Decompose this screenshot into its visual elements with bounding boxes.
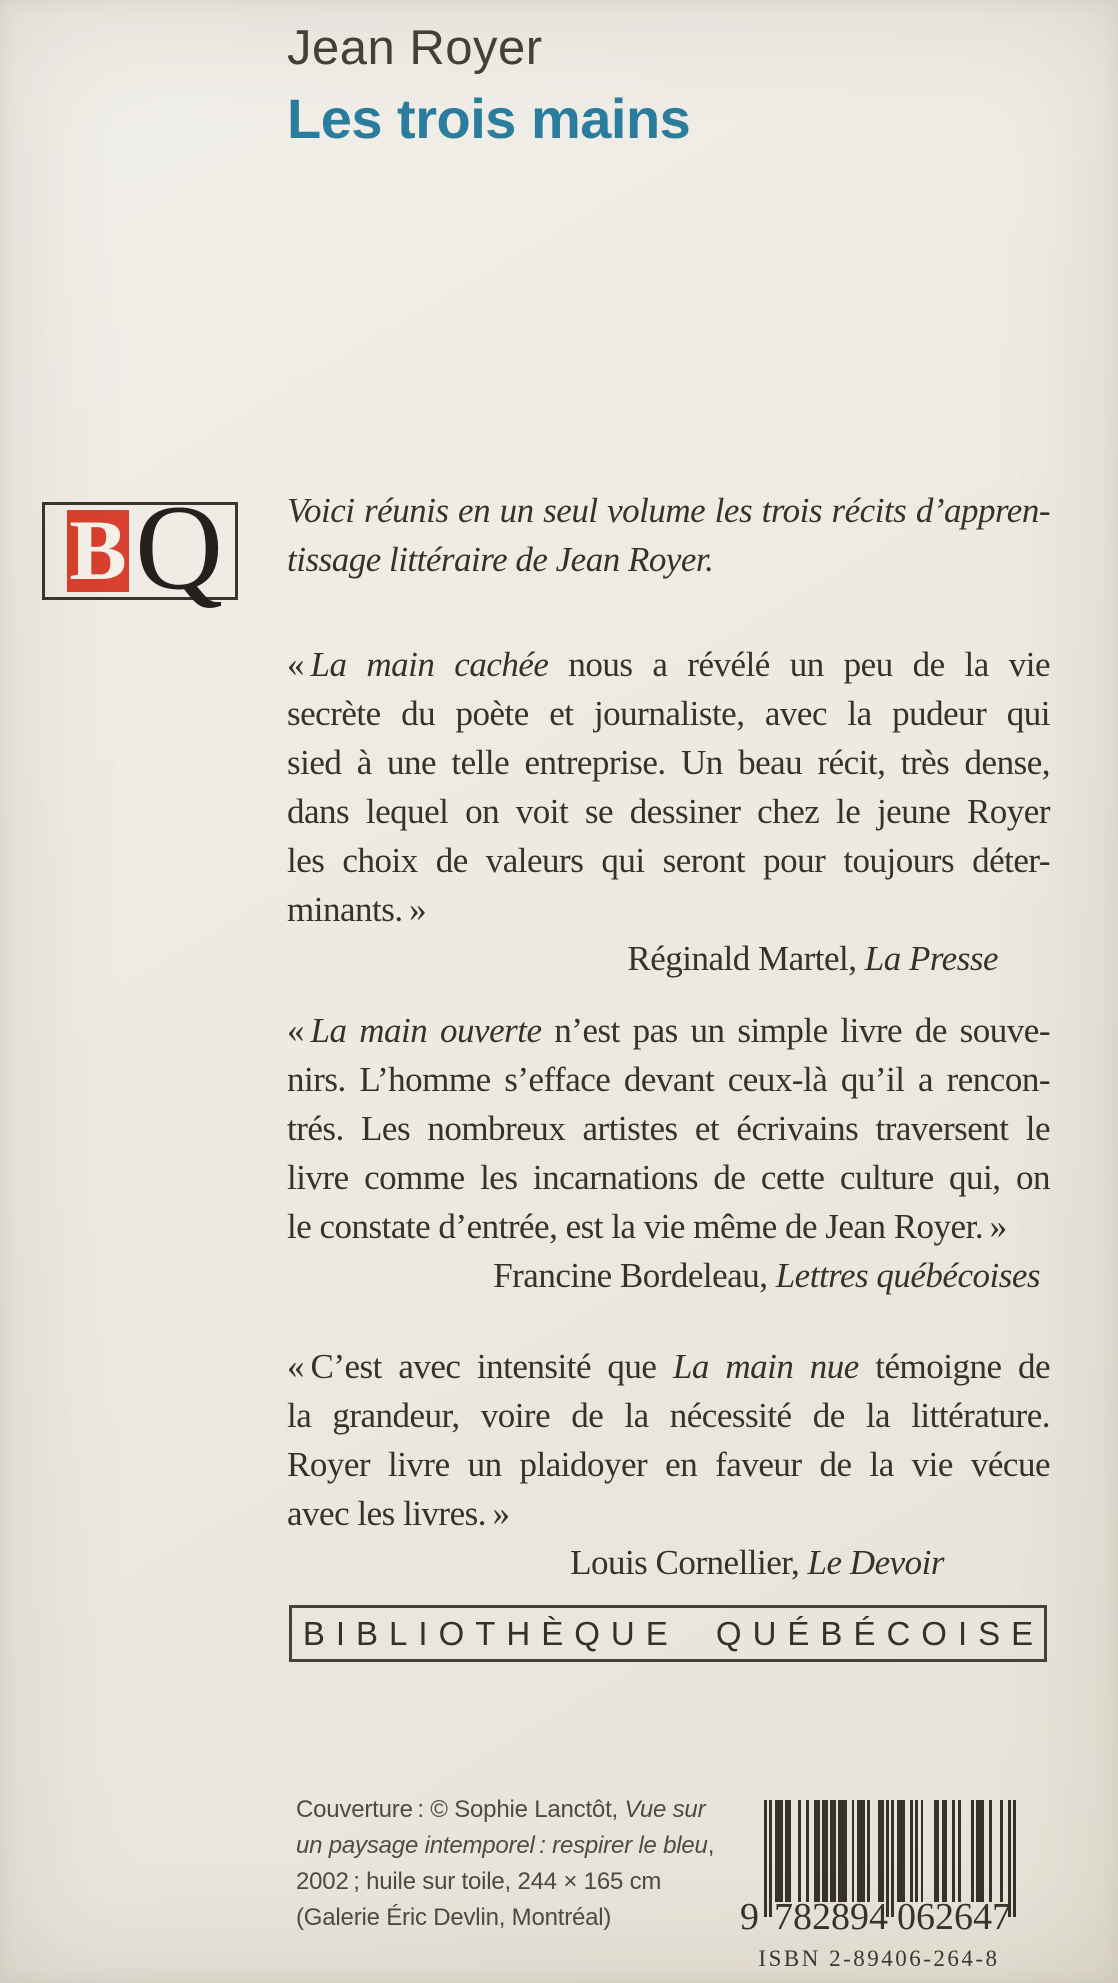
quote-attribution: Louis Cornellier, Le Devoir bbox=[570, 1543, 944, 1582]
barcode-digits-left: 782894 bbox=[774, 1896, 888, 1938]
logo-letter-q: Q bbox=[135, 480, 224, 616]
quote-text bbox=[287, 640, 1050, 934]
barcode-bar bbox=[902, 1800, 905, 1902]
text-line: nirs. L’homme s’efface devant ceux-là qu’il a rencon- bbox=[287, 1060, 1050, 1099]
text-line: « La main cachée nous a révélé un peu de la vie bbox=[287, 645, 1050, 684]
text-line: 2002 ; huile sur toile, 244 × 165 cm bbox=[296, 1868, 662, 1895]
text-line: un paysage intemporel : respirer le bleu, bbox=[296, 1832, 715, 1859]
barcode-bar bbox=[915, 1800, 918, 1902]
barcode-bar bbox=[958, 1800, 961, 1902]
barcode-bar bbox=[910, 1800, 913, 1902]
barcode-bar bbox=[982, 1800, 985, 1902]
text-line: la grandeur, voire de la nécessité de la littérature. bbox=[287, 1396, 1050, 1435]
quote-text bbox=[287, 1342, 1050, 1538]
quote-attribution: Réginald Martel, La Presse bbox=[627, 939, 998, 978]
text-line: tissage littéraire de Jean Royer. bbox=[287, 540, 714, 579]
text-line: « La main ouverte n’est pas un simple livre de souve- bbox=[287, 1011, 1050, 1050]
text-line: livre comme les incarnations de cette culture qui, on bbox=[287, 1158, 1050, 1197]
barcode-bar bbox=[952, 1800, 955, 1902]
barcode-bar bbox=[764, 1800, 767, 1917]
text-line: secrète du poète et journaliste, avec la pudeur qui bbox=[287, 694, 1050, 733]
quote-attribution: Francine Bordeleau, Lettres québécoises bbox=[493, 1256, 1040, 1295]
barcode-bar bbox=[971, 1800, 974, 1902]
text-line: le constate d’entrée, est la vie même de Jean Royer. » bbox=[287, 1207, 1007, 1246]
barcode-bar bbox=[844, 1800, 847, 1902]
author-name: Jean Royer bbox=[287, 21, 543, 75]
press-quote-la-main-cachee bbox=[287, 640, 1050, 983]
text-line: Royer livre un plaidoyer en faveur de la vie vécue bbox=[287, 1445, 1050, 1484]
barcode-bar bbox=[944, 1800, 947, 1902]
press-quote-la-main-nue bbox=[287, 1342, 1050, 1587]
barcode-bar bbox=[788, 1800, 791, 1902]
text-line: avec les livres. » bbox=[287, 1494, 510, 1533]
book-title: Les trois mains bbox=[287, 87, 691, 150]
barcode-bar bbox=[833, 1800, 836, 1902]
text-line: Voici réunis en un seul volume les trois récits d’appren- bbox=[287, 491, 1050, 530]
text-line: minants. » bbox=[287, 890, 427, 929]
barcode-bar bbox=[806, 1800, 809, 1902]
cover-credits bbox=[296, 1792, 736, 1936]
barcode-bar bbox=[780, 1800, 783, 1902]
publisher-logo-bq bbox=[42, 480, 238, 616]
text-line: les choix de valeurs qui seront pour toujours déter- bbox=[287, 841, 1050, 880]
collection-banner bbox=[289, 1605, 1047, 1662]
barcode-bar bbox=[798, 1800, 801, 1902]
logo-letter-b: B bbox=[67, 510, 129, 592]
barcode-bar bbox=[852, 1800, 855, 1902]
barcode-bar bbox=[936, 1800, 939, 1902]
text-line: dans lequel on voit se dessiner chez le jeune Royer bbox=[287, 792, 1050, 831]
text-line: sied à une telle entreprise. Un beau récit, très dense, bbox=[287, 743, 1050, 782]
barcode-bar bbox=[825, 1800, 828, 1902]
barcode-bar bbox=[817, 1800, 820, 1902]
barcode-bar bbox=[867, 1800, 870, 1902]
text-line: Couverture : © Sophie Lanctôt, Vue sur bbox=[296, 1796, 706, 1823]
isbn-label: ISBN 2-89406-264-8 bbox=[758, 1946, 1000, 1971]
barcode-bar bbox=[891, 1800, 894, 1917]
barcode-digit-first: 9 bbox=[740, 1896, 759, 1938]
barcode-bar bbox=[989, 1800, 992, 1902]
barcode-bar bbox=[1000, 1800, 1003, 1902]
barcode-bar bbox=[862, 1800, 865, 1902]
press-quote-la-main-ouverte bbox=[287, 1006, 1050, 1300]
text-line: trés. Les nombreux artistes et écrivains traversent le bbox=[287, 1109, 1050, 1148]
ean-barcode bbox=[740, 1800, 1018, 1945]
barcode-bar bbox=[881, 1800, 884, 1902]
text-line: « C’est avec intensité que La main nue témoigne de bbox=[287, 1347, 1051, 1386]
barcode-bar bbox=[1013, 1800, 1016, 1917]
barcode-bar bbox=[921, 1800, 924, 1902]
text-line: (Galerie Éric Devlin, Montréal) bbox=[296, 1904, 612, 1931]
barcode-bar bbox=[769, 1800, 772, 1917]
collection-label: BIBLIOTHÈQUE QUÉBÉCOISE bbox=[302, 1614, 1045, 1652]
quote-text bbox=[287, 1006, 1050, 1251]
intro-blurb bbox=[287, 486, 1050, 584]
barcode-digits-right: 062647 bbox=[897, 1896, 1011, 1938]
